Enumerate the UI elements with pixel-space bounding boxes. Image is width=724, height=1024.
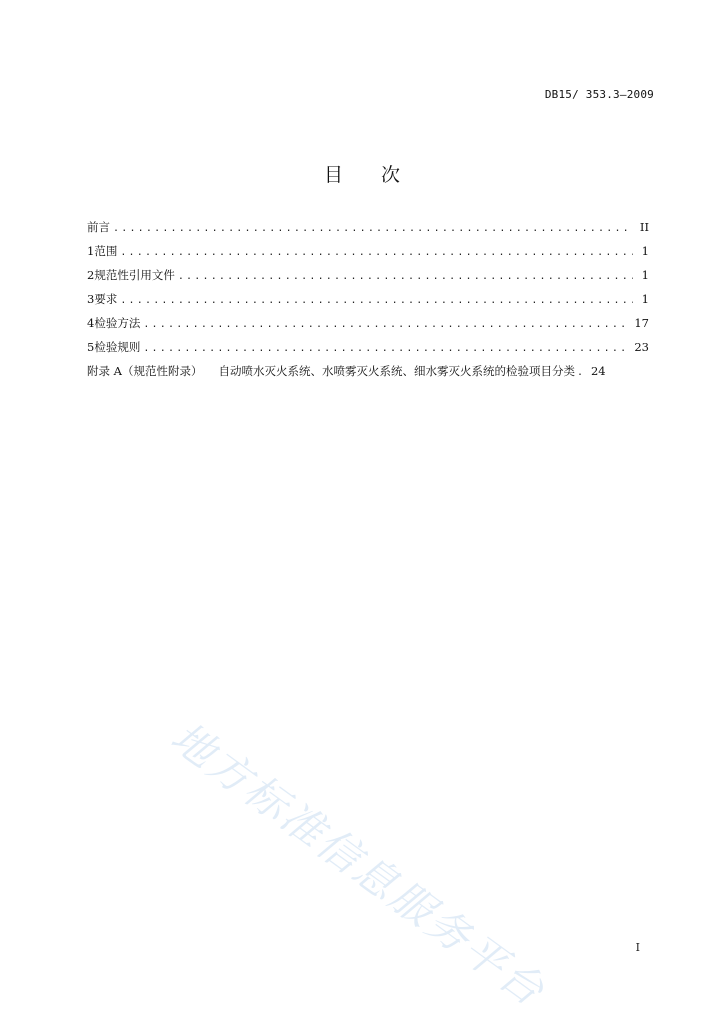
toc-title-part2: 次 [381, 164, 401, 186]
toc-entry-page: 23 [634, 340, 649, 354]
toc-annex-prefix: 附录 A（规范性附录） [87, 364, 203, 378]
toc-leader-dots [120, 293, 633, 309]
toc-title [0, 160, 724, 187]
toc-entry-page: 1 [641, 244, 649, 258]
toc-entry-foreword[interactable] [87, 219, 649, 243]
toc-leader-dots [577, 365, 587, 381]
toc-entry-number: 3 [87, 292, 95, 306]
toc-leader-dots [178, 269, 633, 285]
toc-entry-number: 4 [87, 316, 95, 330]
document-code: DB15/ 353.3—2009 [544, 88, 654, 101]
toc-entry-number: 2 [87, 268, 95, 282]
toc-title-part1: 目 [323, 164, 343, 186]
toc-entry-inspection-rules[interactable] [87, 339, 649, 363]
toc-entry-page: 1 [641, 292, 649, 306]
toc-entry-annex-a[interactable] [87, 363, 649, 387]
toc-entry-label: 要求 [94, 292, 118, 306]
table-of-contents [87, 219, 649, 387]
toc-entry-normative-references[interactable] [87, 267, 649, 291]
toc-leader-dots [143, 317, 630, 333]
toc-leader-dots [113, 221, 633, 237]
toc-entry-requirements[interactable] [87, 291, 649, 315]
toc-leader-dots [143, 341, 630, 357]
toc-entry-label: 检验方法 [94, 316, 141, 330]
toc-annex-label: 自动喷水灭火系统、水喷雾灭火系统、细水雾灭火系统的检验项目分类 [218, 364, 575, 378]
toc-entry-scope[interactable] [87, 243, 649, 267]
toc-entry-label: 规范性引用文件 [94, 268, 175, 282]
toc-entry-page: 17 [634, 316, 649, 330]
toc-entry-page: 1 [641, 268, 649, 282]
toc-entry-test-methods[interactable] [87, 315, 649, 339]
toc-entry-number: 5 [87, 340, 95, 354]
toc-entry-label: 前言 [87, 220, 110, 234]
toc-entry-number: 1 [87, 244, 95, 258]
toc-entry-page: II [639, 220, 649, 234]
toc-entry-label: 检验规则 [94, 340, 141, 354]
toc-leader-dots [120, 245, 633, 261]
toc-entry-label: 范围 [94, 244, 118, 258]
watermark: 地方标准信息服务平台 [162, 712, 556, 1017]
page-number: I [635, 941, 640, 954]
toc-entry-page: 24 [590, 364, 606, 378]
